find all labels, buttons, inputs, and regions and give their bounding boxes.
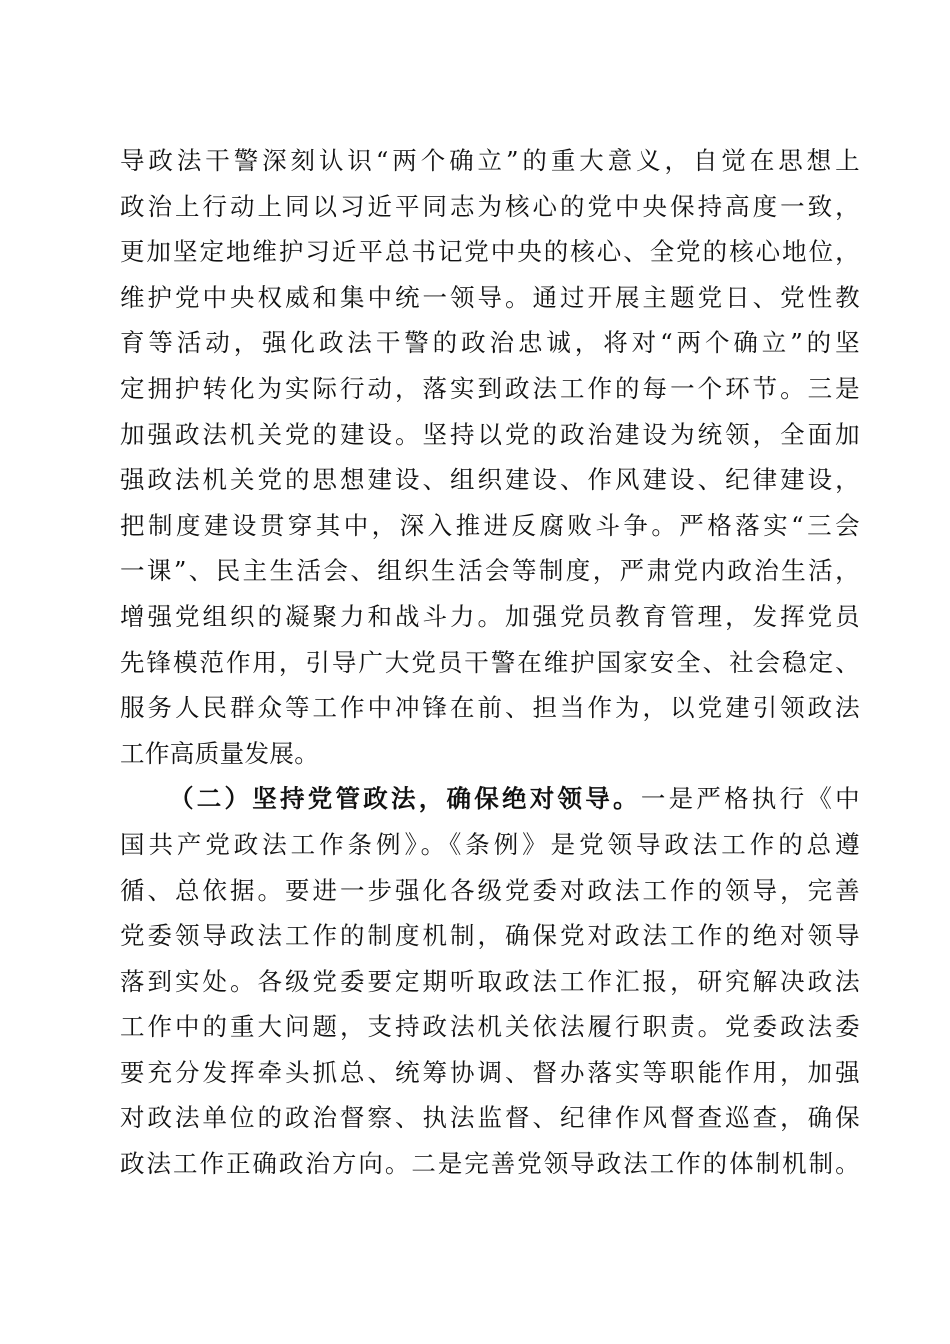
text-line: 落到实处。各级党委要定期听取政法工作汇报，研究解决政法 (120, 966, 860, 996)
text-line: 先锋模范作用，引导广大党员干警在维护国家安全、社会稳定、 (120, 647, 860, 677)
text-line: 一课”、民主生活会、组织生活会等制度，严肃党内政治生活， (120, 556, 860, 586)
text-line: 育等活动，强化政法干警的政治忠诚，将对“两个确立”的坚 (120, 328, 860, 358)
text-line (120, 776, 860, 822)
section-heading: （二）坚持党管政法，确保绝对领导。 (169, 784, 641, 814)
text-line: 国共产党政法工作条例》。《条例》是党领导政法工作的总遵 (120, 829, 860, 859)
text-line: 导政法干警深刻认识“两个确立”的重大意义，自觉在思想上 (120, 146, 860, 175)
paragraph-2 (120, 776, 860, 1186)
text-line: 党委领导政法工作的制度机制，确保党对政法工作的绝对领导 (120, 921, 860, 951)
text-line: 循、总依据。要进一步强化各级党委对政法工作的领导，完善 (120, 875, 860, 905)
text-line: 工作高质量发展。 (120, 738, 320, 768)
text-span: 一是严格执行《中 (640, 784, 860, 814)
text-line: 维护党中央权威和集中统一领导。通过开展主题党日、党性教 (120, 282, 860, 312)
text-line: 政治上行动上同以习近平同志为核心的党中央保持高度一致， (120, 191, 860, 221)
text-line: 强政法机关党的思想建设、组织建设、作风建设、纪律建设， (120, 465, 860, 495)
text-line: 对政法单位的政治督察、执法监督、纪律作风督查巡查，确保 (120, 1103, 860, 1133)
text-line: 把制度建设贯穿其中，深入推进反腐败斗争。严格落实“三会 (120, 510, 860, 540)
text-line: 更加坚定地维护习近平总书记党中央的核心、全党的核心地位， (120, 237, 860, 267)
text-line: 政法工作正确政治方向。二是完善党领导政法工作的体制机制。 (120, 1149, 860, 1179)
text-line: 服务人民群众等工作中冲锋在前、担当作为，以党建引领政法 (120, 693, 860, 723)
text-line: 增强党组织的凝聚力和战斗力。加强党员教育管理，发挥党员 (120, 601, 860, 631)
paragraph-1 (120, 138, 860, 776)
text-line: 定拥护转化为实际行动，落实到政法工作的每一个环节。三是 (120, 373, 860, 403)
body-text (120, 138, 860, 1187)
text-line: 工作中的重大问题，支持政法机关依法履行职责。党委政法委 (120, 1012, 860, 1042)
text-line: 要充分发挥牵头抓总、统筹协调、督办落实等职能作用，加强 (120, 1057, 860, 1087)
text-line: 加强政法机关党的建设。坚持以党的政治建设为统领，全面加 (120, 419, 860, 449)
